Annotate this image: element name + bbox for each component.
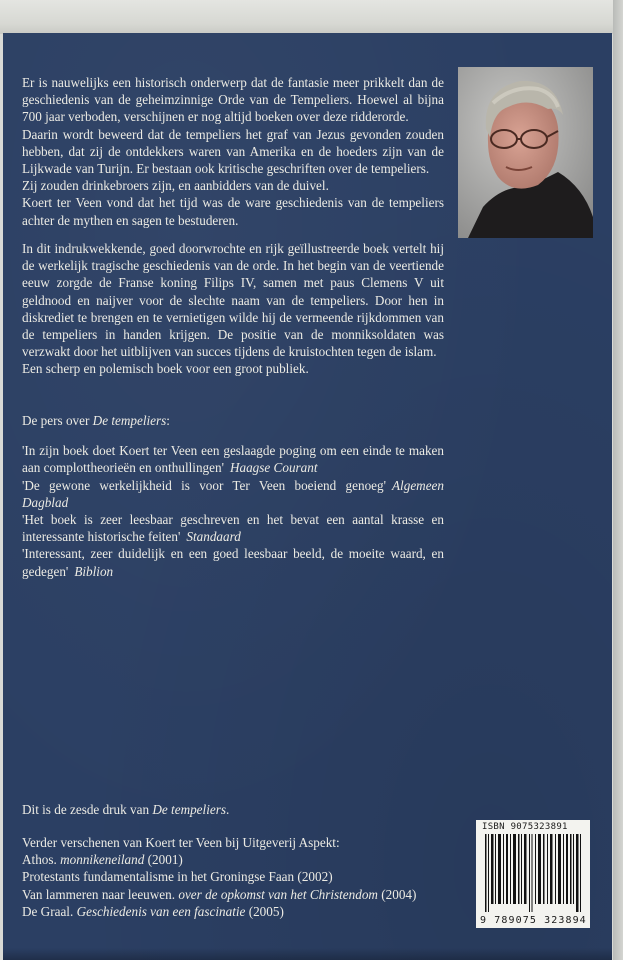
quote-source: Haagse Courant (229, 460, 318, 476)
work-title: Protestants fundamentalisme in het Groningse Faan (22, 869, 295, 885)
work-year: (2001) (144, 852, 183, 868)
blurb-paragraph: Er is nauwelijks een historisch onderwerp dat de fantasie meer prikkelt dan de geschiedenis van de geheimzinnige Orde van de Tempeliers. Hoewel al bijna 700 jaar verboden, verschijnen er nog altijd boeken over deze ridderorde. (22, 75, 444, 125)
work-year: (2002) (294, 869, 333, 885)
work-subtitle: Geschiedenis van een fascinatie (76, 903, 246, 919)
blurb-paragraph: Daarin wordt beweerd dat de tempeliers het graf van Jezus gevonden zouden hebben, dat zij de ontdekkers waren van Amerika en de hoeders zijn van de Lijkwade van Turijn. Er bestaan ook kritische geschriften over de tempeliers. (22, 126, 444, 177)
other-work-item (22, 851, 522, 868)
ean-number: 9 789075 323894 (480, 915, 587, 926)
other-work-item (22, 868, 522, 885)
press-quote (22, 442, 444, 476)
quote-source: Biblion (74, 563, 114, 579)
press-heading-title: De tempeliers (92, 413, 167, 428)
other-work-item (22, 903, 522, 920)
work-subtitle: monnikeneiland (60, 852, 145, 868)
blurb-paragraph: Zij zouden drinkebroers zijn, en aanbidders van de duivel. (22, 178, 329, 194)
work-year: (2004) (377, 886, 417, 902)
quote-source: Standaard (186, 529, 241, 545)
edition-prefix: Dit is de zesde druk van (22, 802, 153, 817)
page-edge-top (0, 0, 623, 34)
blurb-paragraph: Een scherp en polemisch boek voor een groot publiek. (22, 361, 309, 377)
quote-text: 'In zijn boek doet Koert ter Veen een geslaagde poging om een einde te maken aan complottheorieën en onthullingen' (22, 443, 444, 476)
author-photo (458, 67, 593, 238)
other-works (22, 834, 522, 920)
isbn-label: ISBN 9075323891 (482, 822, 568, 832)
work-subtitle: over de opkomst van het Christendom (178, 886, 378, 902)
portrait-image (458, 67, 593, 238)
page-edge-right (613, 0, 623, 960)
cover-bottom-shadow (3, 948, 612, 960)
work-title: Van lammeren naar leeuwen. (22, 886, 179, 902)
press-heading-prefix: De pers over (22, 413, 93, 428)
quote-text: 'De gewone werkelijkheid is voor Ter Veen boeiend genoeg' (22, 477, 386, 493)
quote-text: 'Interessant, zeer duidelijk en een goed leesbaar beeld, de moeite waard, en gedegen' (22, 546, 444, 579)
press-quote (22, 477, 444, 511)
edition-suffix: . (225, 802, 230, 817)
isbn-barcode (476, 820, 590, 928)
barcode-icon (481, 834, 585, 912)
press-heading (22, 412, 444, 429)
quote-source: Algemeen Dagblad (22, 477, 444, 510)
blurb-main (22, 240, 444, 378)
press-heading-suffix: : (166, 413, 170, 428)
press-quote (22, 545, 444, 579)
work-year: (2005) (245, 903, 284, 919)
edition-title: De tempeliers (152, 802, 226, 817)
other-work-item (22, 886, 522, 903)
press-reviews (22, 412, 444, 580)
press-quote (22, 511, 444, 545)
work-title: Athos. (22, 852, 61, 868)
book-back-cover (3, 33, 612, 960)
edition-note (22, 801, 462, 818)
other-works-heading: Verder verschenen van Koert ter Veen bij Uitgeverij Aspekt: (22, 835, 340, 850)
quote-text: 'Het boek is zeer leesbaar geschreven en het bevat een aantal krasse en interessante historische feiten' (22, 512, 444, 545)
work-title: De Graal. (22, 903, 77, 919)
blurb-paragraph: Koert ter Veen vond dat het tijd was de ware geschiedenis van de tempeliers achter de mythen en sagen te bestuderen. (22, 195, 444, 228)
blurb-paragraph: In dit indrukwekkende, goed doorwrochte en rijk geïllustreerde boek vertelt hij de werkelijk tragische geschiedenis van de orde. In het begin van de veertiende eeuw zorgde de Franse koning Filips IV, samen met paus Clemens V uit geldnood en naijver voor de slechte naam van de tempeliers. Door hen in diskrediet te brengen en te vernietigen wilde hij de vermeende rijkdommen van de tempeliers in handen krijgen. De positie van de monniksoldaten was verzwakt door het uitblijven van succes tijdens de kruistochten tegen de islam. (22, 241, 444, 360)
blurb-intro (22, 74, 444, 229)
